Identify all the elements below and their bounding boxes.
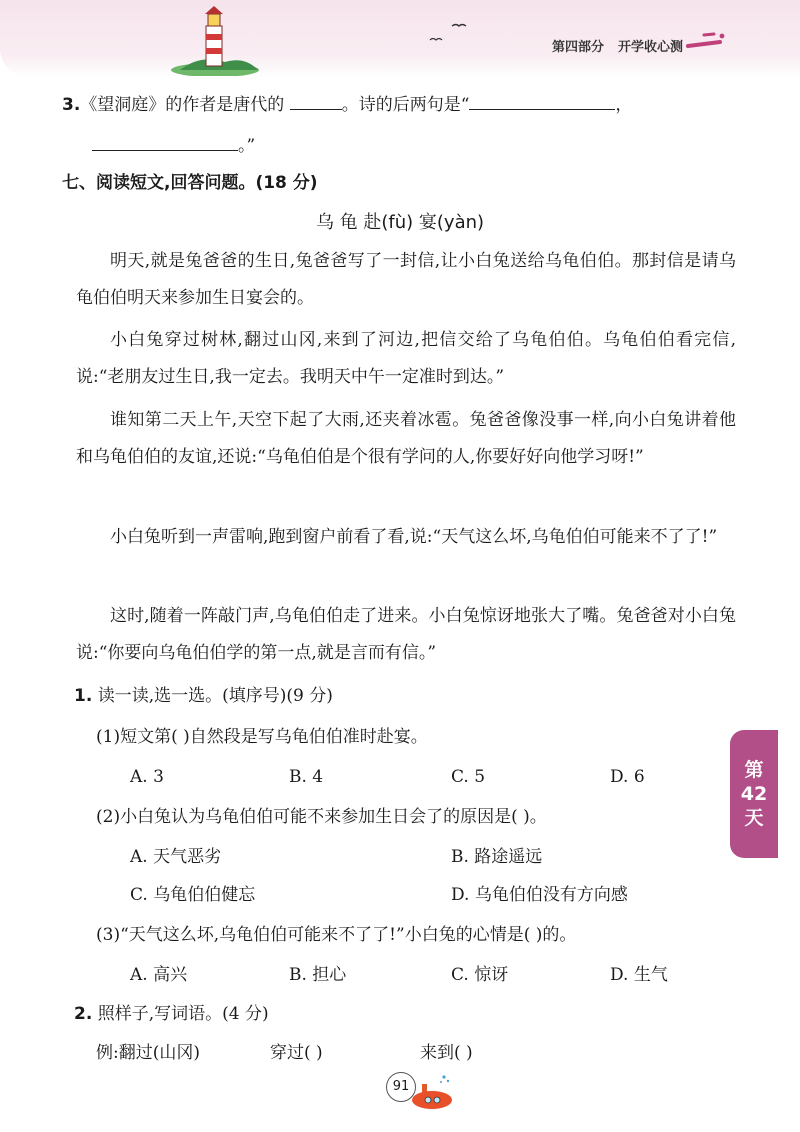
question-1-2-stem: (2)小白兔认为乌龟伯伯可能不来参加生日会了的原因是( )。 (96, 807, 547, 827)
option-1-2-a[interactable]: A. 天气恶劣 (130, 847, 222, 867)
poem-line-3-blank[interactable] (469, 93, 615, 110)
day-tab-line-3: 天 (744, 807, 764, 829)
question-3-number: 3. (62, 95, 81, 115)
day-side-tab (730, 730, 778, 858)
story-title: 乌 龟 赴(fù) 宴(yàn) (315, 212, 485, 233)
story-paragraph-2: 小白兔穿过树林,翻过山冈,来到了河边,把信交给了乌龟伯伯。乌龟伯伯看完信,说:“老朋友过生日,我一定去。我明天中午一定准时到达。” (76, 330, 736, 387)
option-1-3-a[interactable]: A. 高兴 (130, 965, 188, 985)
option-1-3-d[interactable]: D. 生气 (610, 965, 668, 985)
option-1-2-d[interactable]: D. 乌龟伯伯没有方向感 (451, 885, 628, 905)
question-3-text-b: 。诗的后两句是“ (341, 95, 470, 115)
question-1-3-stem: (3)“天气这么坏,乌龟伯伯可能来不了了!”小白兔的心情是( )的。 (96, 925, 577, 945)
header-section-label: 第四部分 (552, 40, 605, 55)
question-1-number: 1. (74, 686, 93, 706)
story-paragraph-1: 明天,就是兔爸爸的生日,兔爸爸写了一封信,让小白兔送给乌龟伯伯。那封信是请乌龟伯伯明天来参加生日宴会的。 (76, 251, 736, 308)
day-tab-line-2: 42 (740, 783, 768, 805)
birds-icon (428, 22, 468, 46)
option-1-2-b[interactable]: B. 路途遥远 (451, 847, 543, 867)
story-paragraph-5: 这时,随着一阵敲门声,乌龟伯伯走了进来。小白兔惊讶地张大了嘴。兔爸爸对小白兔说:“你要向乌龟伯伯学的第一点,就是言而有信。” (76, 606, 736, 663)
option-1-1-c[interactable]: C. 5 (451, 767, 486, 787)
option-1-1-b[interactable]: B. 4 (289, 767, 324, 787)
section-7-title: 七、阅读短文,回答问题。(18 分) (62, 173, 318, 193)
author-blank[interactable] (290, 93, 342, 110)
submarine-icon (408, 1072, 458, 1112)
option-1-3-b[interactable]: B. 担心 (289, 965, 347, 985)
question-1-title (74, 685, 333, 707)
question-2-title (74, 1003, 269, 1025)
option-1-1-a[interactable]: A. 3 (130, 767, 164, 787)
question-2-text: 照样子,写词语。(4 分) (97, 1004, 269, 1024)
option-1-2-c[interactable]: C. 乌龟伯伯健忘 (130, 885, 256, 905)
poem-line-4-blank[interactable] (92, 134, 238, 151)
header-logo-icon (686, 32, 726, 54)
question-2-item-1[interactable]: 穿过( ) (270, 1043, 323, 1063)
day-tab-line-1: 第 (744, 759, 764, 781)
page-number: 91 (386, 1072, 416, 1102)
question-2-number: 2. (74, 1004, 93, 1024)
question-3-text-d: 。” (238, 136, 256, 156)
lighthouse-icon (170, 4, 260, 76)
question-3 (62, 93, 632, 116)
question-3-text-c: ， (615, 95, 633, 115)
story-paragraph-3: 谁知第二天上午,天空下起了大雨,还夹着冰雹。兔爸爸像没事一样,向小白兔讲着他和乌龟伯伯的友谊,还说:“乌龟伯伯是个很有学问的人,你要好好向他学习呀!” (76, 410, 736, 467)
question-3-text-a: 《望洞庭》的作者是唐代的 (80, 95, 285, 115)
question-3-line-2 (92, 134, 255, 157)
option-1-1-d[interactable]: D. 6 (610, 767, 645, 787)
header-title: 开学收心测 (618, 40, 684, 55)
question-1-text: 读一读,选一选。(填序号)(9 分) (97, 686, 333, 706)
question-2-example: 例:翻过(山冈) (96, 1043, 200, 1063)
option-1-3-c[interactable]: C. 惊讶 (451, 965, 509, 985)
question-2-item-2[interactable]: 来到( ) (420, 1043, 473, 1063)
question-1-1-stem: (1)短文第( )自然段是写乌龟伯伯准时赴宴。 (96, 727, 428, 747)
story-paragraph-4: 小白兔听到一声雷响,跑到窗户前看了看,说:“天气这么坏,乌龟伯伯可能来不了了!” (110, 527, 718, 547)
